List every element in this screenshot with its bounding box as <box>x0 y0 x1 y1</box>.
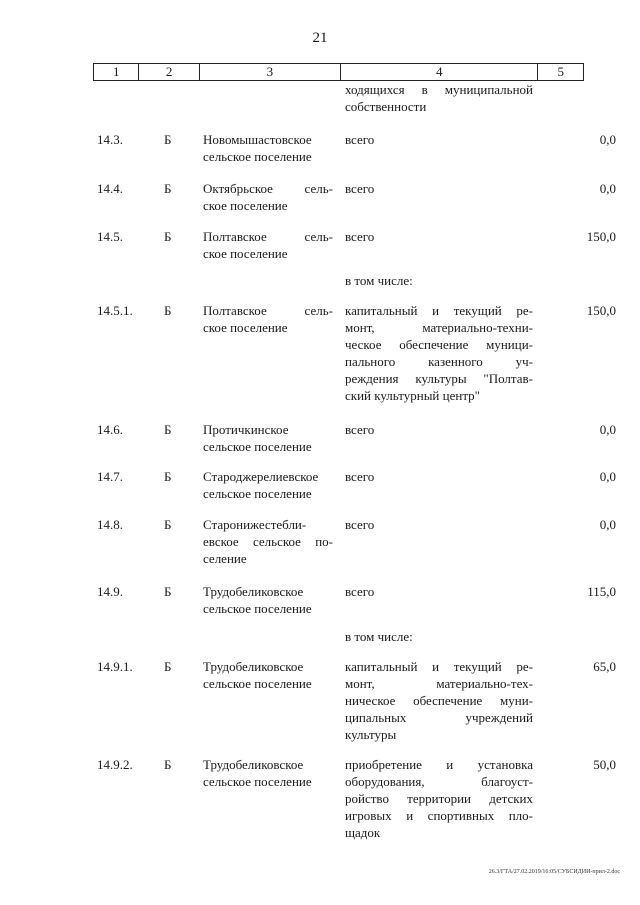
continuation-text <box>345 81 533 115</box>
row-value: 0,0 <box>599 469 616 484</box>
settlement-name-line: Трудобеликовское <box>203 757 304 772</box>
description-line: ническое обеспечение муни- <box>345 693 533 708</box>
row-number: 14.5.1. <box>97 303 133 318</box>
description-line: всего <box>345 132 375 147</box>
column-header-table <box>93 63 584 81</box>
row-number: 14.3. <box>97 132 123 147</box>
row-category: Б <box>164 517 172 532</box>
row-category: Б <box>164 659 172 674</box>
continuation-line: собственности <box>345 99 427 114</box>
column-header-2: 2 <box>139 64 199 81</box>
settlement-name-line: селение <box>203 551 247 566</box>
file-footer: 26.3/ГТА/27.02.2019/16:05/СУБСИДИИ-прил-2.doc <box>488 869 620 875</box>
description-line: ципальных учреждений <box>345 710 533 725</box>
settlement-name-line: Трудобеликовское <box>203 584 304 599</box>
description-line: оборудования, благоуст- <box>345 774 533 789</box>
description-line: монт, материально-техни- <box>345 320 533 335</box>
description-line: всего <box>345 469 375 484</box>
row-number: 14.9. <box>97 584 123 599</box>
row-number: 14.8. <box>97 517 123 532</box>
row-value: 150,0 <box>586 303 616 318</box>
column-header-3: 3 <box>199 64 340 81</box>
row-description <box>345 302 533 404</box>
settlement-name <box>203 516 333 567</box>
row-category: Б <box>164 469 172 484</box>
row-description <box>345 272 533 289</box>
column-header-4: 4 <box>341 64 538 81</box>
description-line: пального казенного уч- <box>345 354 533 369</box>
settlement-name-line: евское сельское по- <box>203 534 333 549</box>
settlement-name-line: Новомышастовское <box>203 132 312 147</box>
column-header-1: 1 <box>94 64 139 81</box>
row-category: Б <box>164 132 172 147</box>
description-line: ческое обеспечение муници- <box>345 337 533 352</box>
row-category: Б <box>164 422 172 437</box>
row-description <box>345 421 533 438</box>
description-line: игровых и спортивных пло- <box>345 808 533 823</box>
row-value: 0,0 <box>599 132 616 147</box>
description-line: в том числе: <box>345 629 413 644</box>
settlement-name-line: Трудобеликовское <box>203 659 304 674</box>
settlement-name <box>203 421 333 455</box>
row-number: 14.4. <box>97 181 123 196</box>
description-line: щадок <box>345 825 381 840</box>
settlement-name <box>203 756 333 790</box>
row-description <box>345 583 533 600</box>
description-line: всего <box>345 422 375 437</box>
row-category: Б <box>164 181 172 196</box>
row-value: 150,0 <box>586 229 616 244</box>
row-number: 14.9.2. <box>97 757 133 772</box>
settlement-name <box>203 468 333 502</box>
settlement-name <box>203 583 333 617</box>
description-line: капитальный и текущий ре- <box>345 303 533 318</box>
description-line: капитальный и текущий ре- <box>345 659 533 674</box>
description-line: всего <box>345 584 375 599</box>
settlement-name <box>203 131 333 165</box>
row-description <box>345 468 533 485</box>
settlement-name-line: сельское поселение <box>203 676 312 691</box>
row-number: 14.6. <box>97 422 123 437</box>
settlement-name <box>203 180 333 214</box>
row-value: 50,0 <box>593 757 616 772</box>
row-category: Б <box>164 584 172 599</box>
settlement-name-line: сельское поселение <box>203 439 312 454</box>
settlement-name <box>203 228 333 262</box>
row-description <box>345 228 533 245</box>
settlement-name-line: ское поселение <box>203 198 288 213</box>
description-line: всего <box>345 517 375 532</box>
continuation-line: ходящихся в муниципальной <box>345 82 533 97</box>
description-line: ройство территории детских <box>345 791 533 806</box>
row-category: Б <box>164 303 172 318</box>
description-line: ский культурный центр" <box>345 388 480 403</box>
row-category: Б <box>164 229 172 244</box>
description-line: монт, материально-тех- <box>345 676 533 691</box>
settlement-name-line: сельское поселение <box>203 774 312 789</box>
row-description <box>345 628 533 645</box>
column-header-5: 5 <box>538 64 584 81</box>
row-number: 14.5. <box>97 229 123 244</box>
row-category: Б <box>164 757 172 772</box>
row-description <box>345 756 533 841</box>
row-value: 65,0 <box>593 659 616 674</box>
row-description <box>345 658 533 743</box>
row-value: 0,0 <box>599 517 616 532</box>
row-number: 14.9.1. <box>97 659 133 674</box>
settlement-name-line: Старонижестебли- <box>203 517 307 532</box>
settlement-name-line: сельское поселение <box>203 601 312 616</box>
description-line: реждения культуры "Полтав- <box>345 371 533 386</box>
settlement-name-line: Протичкинское <box>203 422 289 437</box>
row-value: 0,0 <box>599 181 616 196</box>
settlement-name-line: Староджерелиевское <box>203 469 319 484</box>
settlement-name-line: ское поселение <box>203 246 288 261</box>
row-description <box>345 516 533 533</box>
row-number: 14.7. <box>97 469 123 484</box>
description-line: всего <box>345 229 375 244</box>
settlement-name <box>203 658 333 692</box>
description-line: приобретение и установка <box>345 757 533 772</box>
settlement-name-line: сельское поселение <box>203 486 312 501</box>
page-number: 21 <box>312 30 328 46</box>
settlement-name-line: Полтавское сель- <box>203 229 333 244</box>
row-value: 115,0 <box>587 584 616 599</box>
description-line: всего <box>345 181 375 196</box>
description-line: в том числе: <box>345 273 413 288</box>
settlement-name-line: Полтавское сель- <box>203 303 333 318</box>
settlement-name <box>203 302 333 336</box>
row-value: 0,0 <box>599 422 616 437</box>
settlement-name-line: сельское поселение <box>203 149 312 164</box>
settlement-name-line: ское поселение <box>203 320 288 335</box>
row-description <box>345 131 533 148</box>
description-line: культуры <box>345 727 397 742</box>
row-description <box>345 180 533 197</box>
settlement-name-line: Октябрьское сель- <box>203 181 333 196</box>
